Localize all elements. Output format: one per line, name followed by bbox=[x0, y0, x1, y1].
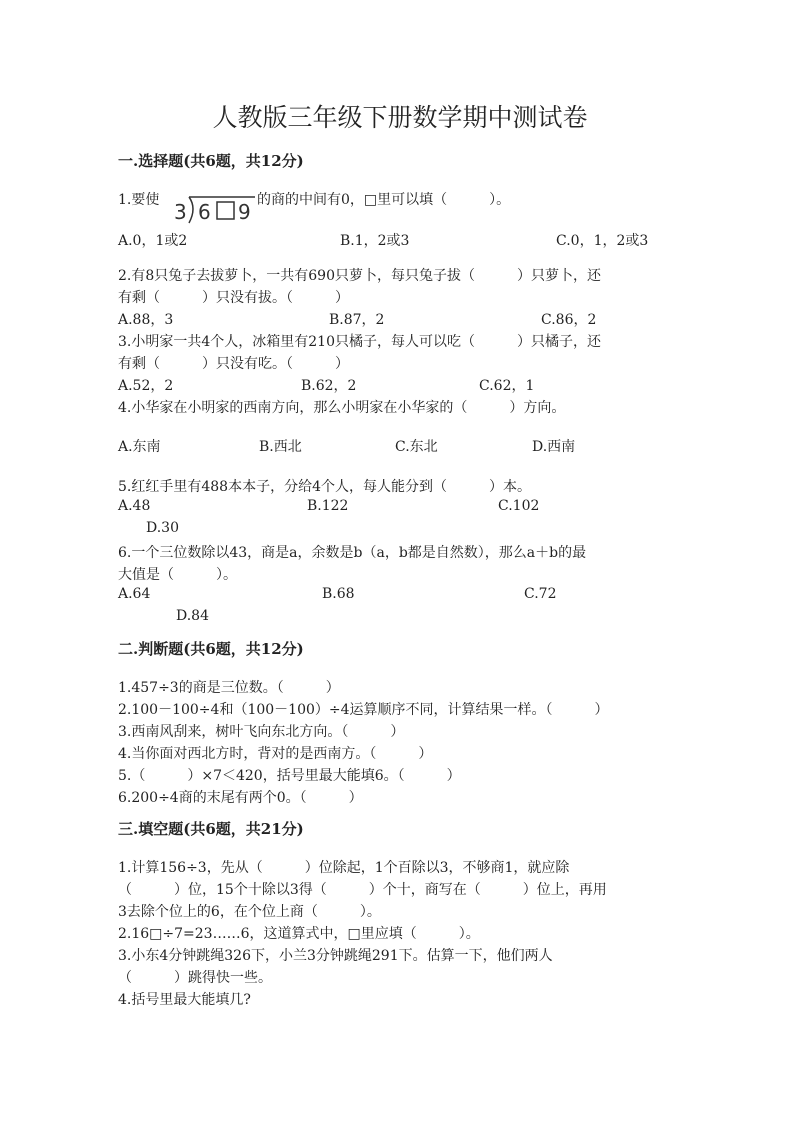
judge-item-2: 2.100－100÷4和（100－100）÷4运算顺序不同，计算结果一样。（ ） bbox=[118, 702, 609, 718]
option-c: C.东北 bbox=[395, 439, 438, 455]
judge-item-4: 4.当你面对西北方时，背对的是西南方。（ ） bbox=[118, 746, 433, 762]
option-c: C.102 bbox=[498, 498, 540, 514]
division-divisor: 3 bbox=[174, 200, 187, 224]
judge-item-3: 3.西南风刮来，树叶飞向东北方向。（ ） bbox=[118, 724, 405, 740]
question-2-line1: 2.有8只兔子去拔萝卜，一共有690只萝卜，每只兔子拔（ ）只萝卜，还 bbox=[118, 268, 601, 284]
fill-q1-line1: 1.计算156÷3，先从（ ）位除起，1个百除以3，不够商1，就应除 bbox=[118, 860, 570, 876]
fill-q1-line2: （ ）位，15个十除以3得（ ）个十，商写在（ ）位上，再用 bbox=[118, 882, 607, 898]
question-3-line2: 有剩（ ）只没有吃。（ ） bbox=[118, 356, 349, 372]
option-d: D.西南 bbox=[532, 439, 576, 455]
question-3-line1: 3.小明家一共4个人，冰箱里有210只橘子，每人可以吃（ ）只橘子，还 bbox=[118, 334, 601, 350]
option-a: A.东南 bbox=[118, 439, 161, 455]
option-b: B.西北 bbox=[259, 439, 302, 455]
option-a: A.88，3 bbox=[118, 312, 174, 328]
section-heading-judge: 二.判断题(共6题，共12分) bbox=[118, 640, 304, 658]
question-1-text: 的商的中间有0，□里可以填（ ）。 bbox=[257, 192, 511, 208]
option-a: A.48 bbox=[118, 498, 151, 514]
question-5-line1: 5.红红手里有488本本子，分给4个人，每人能分到（ ）本。 bbox=[118, 479, 531, 495]
option-b: B.1，2或3 bbox=[340, 233, 410, 249]
option-d: D.84 bbox=[176, 608, 209, 624]
division-dividend-ones: 9 bbox=[238, 200, 251, 224]
division-dividend-hundreds: 6 bbox=[198, 200, 211, 224]
fill-q3-line2: （ ）跳得快一些。 bbox=[118, 970, 272, 986]
option-c: C.86，2 bbox=[541, 312, 597, 328]
option-c: C.72 bbox=[524, 586, 557, 602]
fill-q3-line1: 3.小东4分钟跳绳326下，小兰3分钟跳绳291下。估算一下，他们两人 bbox=[118, 948, 553, 964]
judge-item-6: 6.200÷4商的末尾有两个0。（ ） bbox=[118, 790, 363, 806]
question-6-line2: 大值是（ ）。 bbox=[118, 567, 237, 583]
section-heading-fill: 三.填空题(共6题，共21分) bbox=[118, 820, 304, 838]
option-a: A.64 bbox=[118, 586, 151, 602]
judge-item-1: 1.457÷3的商是三位数。（ ） bbox=[118, 680, 340, 696]
fill-q2: 2.16□÷7=23……6，这道算式中，□里应填（ ）。 bbox=[118, 926, 480, 942]
question-2-line2: 有剩（ ）只没有拔。（ ） bbox=[118, 290, 349, 306]
option-d: D.30 bbox=[146, 520, 179, 536]
question-6-line1: 6.一个三位数除以43，商是a，余数是b（a，b都是自然数），那么a＋b的最 bbox=[118, 545, 587, 561]
fill-q4: 4.括号里最大能填几? bbox=[118, 992, 251, 1008]
question-1-prefix: 1.要使 bbox=[118, 192, 160, 208]
option-b: B.87，2 bbox=[329, 312, 385, 328]
option-c: C.62，1 bbox=[479, 378, 535, 394]
long-division-icon bbox=[173, 194, 257, 224]
fill-q1-line3: 3去除个位上的6，在个位上商（ ）。 bbox=[118, 904, 381, 920]
option-b: B.68 bbox=[322, 586, 355, 602]
question-4-line1: 4.小华家在小明家的西南方向，那么小明家在小华家的（ ）方向。 bbox=[118, 400, 566, 416]
page-title: 人教版三年级下册数学期中测试卷 bbox=[212, 103, 588, 132]
judge-item-5: 5.（ ）×7＜420，括号里最大能填6。（ ） bbox=[118, 768, 461, 784]
option-a: A.0，1或2 bbox=[118, 233, 188, 249]
option-a: A.52，2 bbox=[118, 378, 174, 394]
option-c: C.0，1，2或3 bbox=[556, 233, 649, 249]
section-heading-choice: 一.选择题(共6题，共12分) bbox=[118, 152, 304, 170]
option-b: B.62，2 bbox=[301, 378, 357, 394]
option-b: B.122 bbox=[307, 498, 349, 514]
